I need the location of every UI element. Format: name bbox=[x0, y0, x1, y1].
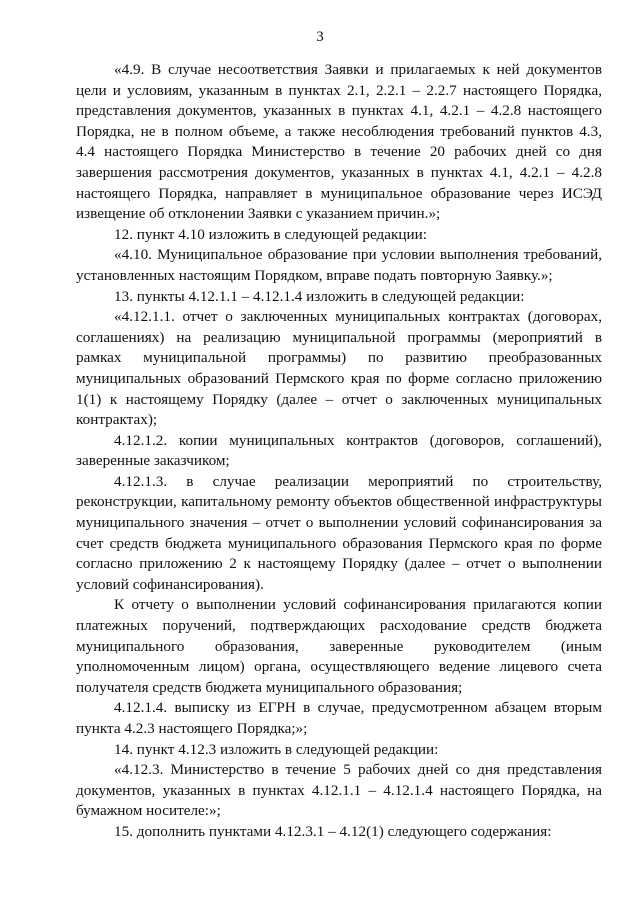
page-number: 3 bbox=[316, 29, 324, 45]
paragraph-item-15: 15. дополнить пунктами 4.12.3.1 – 4.12(1) следующего содержания: bbox=[114, 822, 552, 840]
paragraph-4-9: «4.9. В случае несоответствия Заявки и прилагаемых к ней документов цели и условиям, указанным в пунктах 2.1, 2.2.1 – 2.2.7 настоящего Порядка, представления документов, указанных в пунктах 4.1, 4.2.1 – 4.2.8 настоящего Порядка, не в полном объеме, а также несоблюдения требований пунктов 4.3, 4.4 настоящего Порядка Министерство в течение 20 рабочих дней со дня завершения рассмотрения документов, указанных в пунктах 4.1, 4.2.1 – 4.2.8 настоящего Порядка, направляет в муниципальное образование через ИСЭД извещение об отклонении Заявки с указанием причин.»; bbox=[76, 61, 602, 223]
paragraph-item-12: 12. пункт 4.10 изложить в следующей редакции: bbox=[114, 225, 427, 243]
paragraph-4-12-1-3: 4.12.1.3. в случае реализации мероприятий по строительству, реконструкции, капитальному ремонту объектов общественной инфраструктуры муниципального значения – отчет о выполнении условий софинансирования за счет средств бюджета муниципального образования Пермского края по форме согласно приложению 2 к настоящему Порядку (далее – отчет о выполнении условий софинансирования). bbox=[76, 472, 602, 593]
paragraph-cofinancing-report: К отчету о выполнении условий софинансирования прилагаются копии платежных поручений, подтверждающих расходование средств бюджета муниципального образования, заверенные руководителем (иным уполномоченным лицом) органа, осуществляющего ведение лицевого счета получателя средств бюджета муниципального образования; bbox=[76, 596, 602, 696]
paragraph-4-12-1-2: 4.12.1.2. копии муниципальных контрактов (договоров, соглашений), заверенные заказчиком; bbox=[76, 431, 602, 470]
paragraph-item-13: 13. пункты 4.12.1.1 – 4.12.1.4 изложить в следующей редакции: bbox=[114, 287, 525, 305]
paragraph-4-12-1-1: «4.12.1.1. отчет о заключенных муниципальных контрактах (договорах, соглашениях) на реализацию муниципальной программы (мероприятий в рамках муниципальной программы) по развитию преобразованных муниципальных образований Пермского края по форме согласно приложению 1(1) к настоящему Порядку (далее – отчет о заключенных муниципальных контрактах); bbox=[76, 308, 602, 429]
paragraph-4-12-3: «4.12.3. Министерство в течение 5 рабочих дней со дня представления документов, указанных в пунктах 4.12.1.1 – 4.12.1.4 настоящего Порядка, на бумажном носителе:»; bbox=[76, 761, 602, 820]
document-body bbox=[76, 60, 602, 843]
paragraph-4-10: «4.10. Муниципальное образование при условии выполнения требований, установленных настоящим Порядком, вправе подать повторную Заявку.»; bbox=[76, 246, 602, 284]
paragraph-4-12-1-4: 4.12.1.4. выписку из ЕГРН в случае, предусмотренном абзацем вторым пункта 4.2.3 настоящего Порядка;»; bbox=[76, 699, 602, 737]
paragraph-item-14: 14. пункт 4.12.3 изложить в следующей редакции: bbox=[114, 740, 439, 758]
